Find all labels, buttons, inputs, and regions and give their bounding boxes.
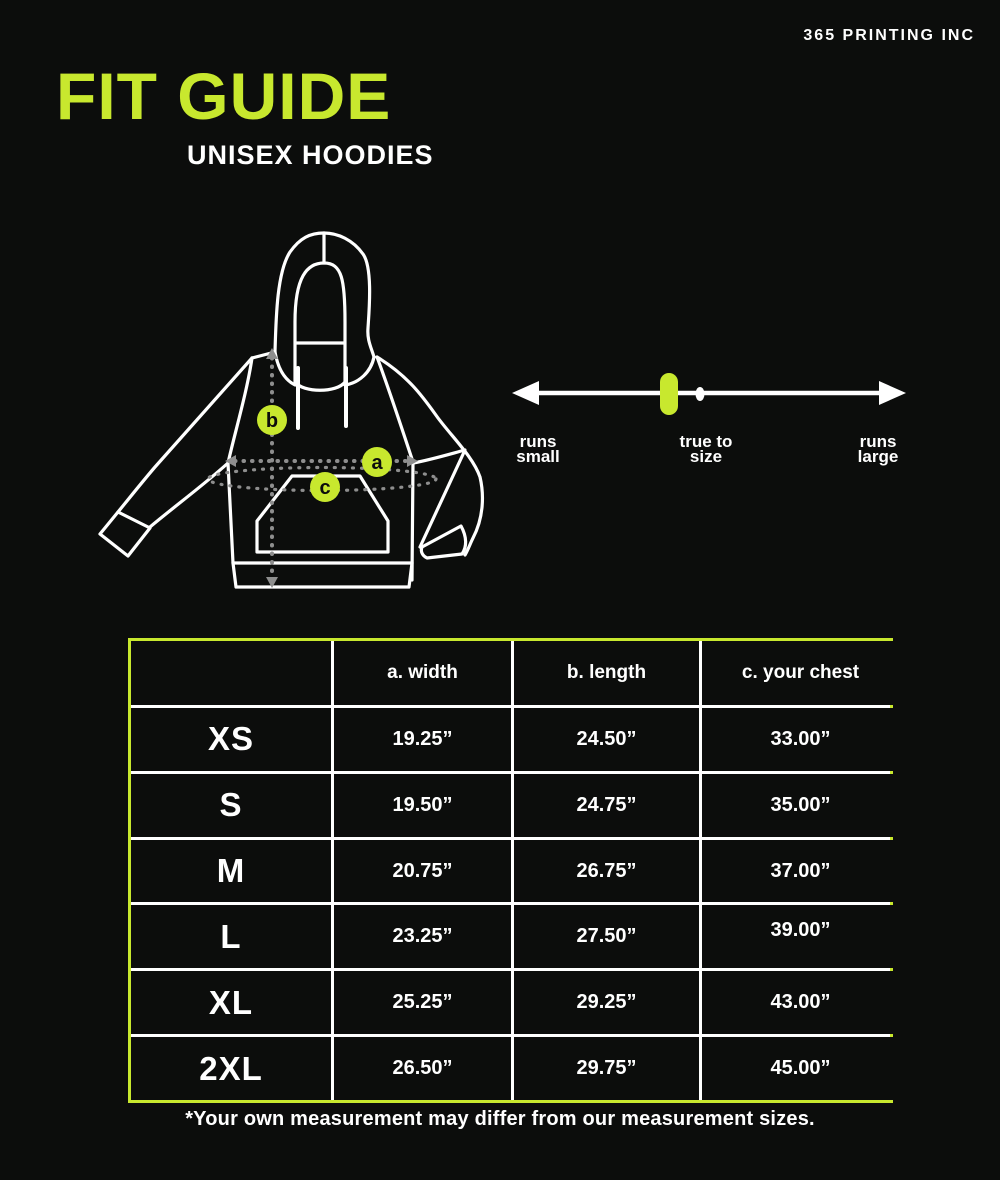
scale-label-line: true to [679,432,733,451]
chest-value: 43.00” [702,971,899,1034]
chest-value: 37.00” [702,840,899,903]
scale-arrow [512,381,906,405]
length-value: 24.50” [514,708,699,771]
measurement-markers [257,405,392,502]
size-label: XL [131,971,331,1034]
width-value: 19.25” [334,708,511,771]
length-value: 26.75” [514,840,699,903]
scale-label-line: small [516,447,560,466]
chest-value: 33.00” [702,708,899,771]
page-subtitle: UNISEX HOODIES [187,140,434,170]
table-header-length: b. length [514,641,699,705]
chest-value: 45.00” [702,1037,899,1100]
width-value: 23.25” [334,905,511,968]
scale-knob [660,373,678,415]
marker-b-label: b [265,410,279,432]
scale-dot [696,387,705,401]
scale-label-runs-large [818,434,938,464]
width-value: 25.25” [334,971,511,1034]
scale-label-line: size [689,447,723,466]
hoodie-outline [100,233,482,587]
length-value: 24.75” [514,774,699,837]
width-value: 20.75” [334,840,511,903]
size-label: 2XL [131,1037,331,1100]
table-header-chest: c. your chest [702,641,899,705]
length-value: 27.50” [514,905,699,968]
size-label: L [131,905,331,968]
width-value: 19.50” [334,774,511,837]
scale-label-runs-small [478,434,598,464]
length-value: 29.75” [514,1037,699,1100]
size-label: S [131,774,331,837]
marker-c-label: c [319,477,331,499]
hoodie-diagram [95,222,495,602]
scale-label-line: large [857,447,899,466]
footnote: *Your own measurement may differ from our measurement sizes. [185,1108,815,1130]
table-header-width: a. width [334,641,511,705]
brand-text: 365 PRINTING INC [803,27,975,44]
length-value: 29.25” [514,971,699,1034]
marker-a-label: a [371,452,383,474]
width-value: 26.50” [334,1037,511,1100]
page-title: FIT GUIDE [56,59,392,133]
scale-label-line: runs [519,432,557,451]
size-label: M [131,840,331,903]
scale-label-true-to-size [646,434,766,464]
size-label: XS [131,708,331,771]
size-table [128,638,893,1103]
table-corner-cell [131,641,331,705]
chest-value: 39.00” [702,905,899,968]
chest-value: 35.00” [702,774,899,837]
scale-label-line: runs [859,432,897,451]
